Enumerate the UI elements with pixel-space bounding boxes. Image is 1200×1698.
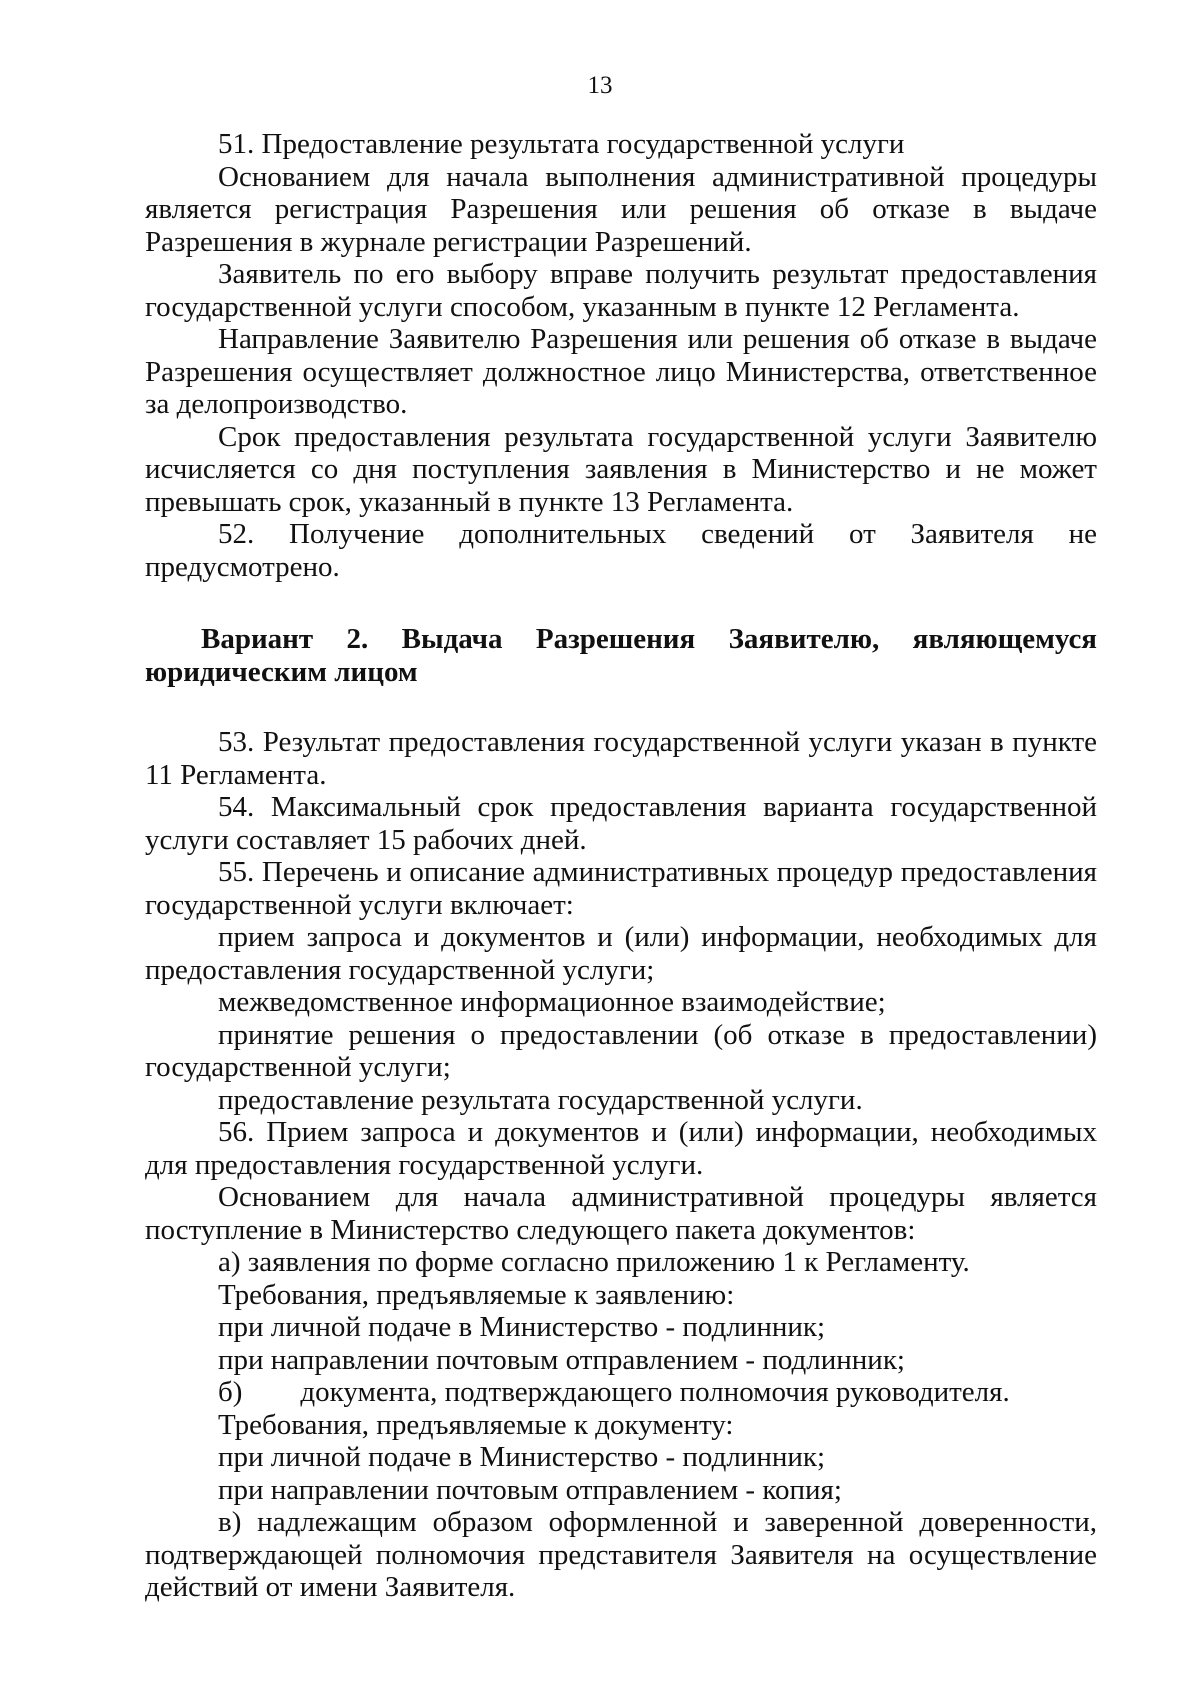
section-heading: Вариант 2. Выдача Разрешения Заявителю, являющемуся юридическим лицом — [145, 623, 1097, 688]
paragraph-51: 51. Предоставление результата государственной услуги — [218, 128, 905, 160]
paragraph-basis: Основанием для начала выполнения административной процедуры является регистрация Разрешения или решения об отказе в выдаче Разрешения в журнале регистрации Разрешений. — [145, 160, 1097, 258]
paragraph-personal-original-1: при личной подаче в Министерство - подлинник; — [218, 1311, 826, 1343]
paragraph-term: Срок предоставления результата государственной услуги Заявителю исчисляется со дня поступления заявления в Министерство и не может превышать срок, указанный в пункте 13 Регламента. — [145, 420, 1097, 518]
paragraph-mail-copy: при направлении почтовым отправлением - копия; — [218, 1473, 842, 1506]
paragraph-55: 55. Перечень и описание административных процедур предоставления государственной услуги включает: — [145, 856, 1097, 921]
paragraph-applicant-choice: Заявитель по его выбору вправе получить результат предоставления государственной услуги способом, указанным в пункте 12 Регламента. — [145, 258, 1097, 323]
list-item-decision: принятие решения о предоставлении (об отказе в предоставлении) государственной услуги; — [145, 1018, 1097, 1083]
list-item-result: предоставление результата государственной услуги. — [218, 1083, 863, 1116]
paragraph-sending: Направление Заявителю Разрешения или решения об отказе в выдаче Разрешения осуществляет должностное лицо Министерства, ответственное за делопроизводство. — [145, 323, 1097, 420]
paragraph-personal-original-2: при личной подаче в Министерство - подлинник; — [218, 1441, 826, 1473]
document-body — [145, 128, 1097, 1604]
list-item-receipt: прием запроса и документов и (или) информации, необходимых для предоставления государственной услуги; — [145, 921, 1097, 986]
paragraph-item-v: в) надлежащим образом оформленной и заверенной доверенности, подтверждающей полномочия представителя Заявителя на осуществление действий от имени Заявителя. — [145, 1506, 1097, 1603]
page-number: 13 — [587, 72, 613, 99]
paragraph-52: 52. Получение дополнительных сведений от Заявителя не предусмотрено. — [145, 518, 1097, 583]
paragraph-mail-original: при направлении почтовым отправлением - подлинник; — [218, 1343, 905, 1376]
paragraph-item-a: а) заявления по форме согласно приложению 1 к Регламенту. — [218, 1246, 970, 1278]
list-item-interagency: межведомственное информационное взаимодействие; — [218, 986, 886, 1018]
paragraph-procedure-basis: Основанием для начала административной процедуры является поступление в Министерство следующего пакета документов: — [145, 1181, 1097, 1246]
paragraph-53: 53. Результат предоставления государственной услуги указан в пункте 11 Регламента. — [145, 726, 1097, 791]
paragraph-item-b: б) документа, подтверждающего полномочия руководителя. — [218, 1376, 1010, 1408]
paragraph-requirements-document: Требования, предъявляемые к документу: — [218, 1408, 734, 1441]
paragraph-requirements-application: Требования, предъявляемые к заявлению: — [218, 1278, 735, 1311]
paragraph-56: 56. Прием запроса и документов и (или) информации, необходимых для предоставления государственной услуги. — [145, 1116, 1097, 1181]
paragraph-54: 54. Максимальный срок предоставления варианта государственной услуги составляет 15 рабочих дней. — [145, 791, 1097, 856]
